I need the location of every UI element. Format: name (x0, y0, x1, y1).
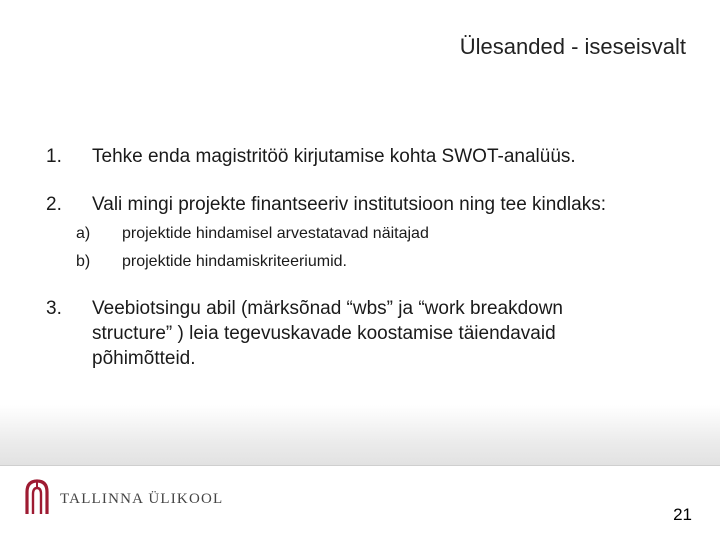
slide-title: Ülesanded - iseseisvalt (459, 34, 686, 59)
university-logo-text: TALLINNA ÜLIKOOL (60, 491, 224, 507)
sub-item-text: projektide hindamiskriteeriumid. (122, 253, 347, 270)
list-text (92, 296, 563, 371)
list-text-line: structure” ) leia tegevuskavade koostamise täiendavaid (92, 323, 556, 344)
page-number: 21 (673, 505, 692, 524)
sub-item-text: projektide hindamisel arvestatavad näitajad (122, 225, 429, 242)
list-text: Vali mingi projekte finantseeriv institutsioon ning tee kindlaks: (92, 194, 606, 215)
list-number: 1. (46, 146, 62, 167)
sub-item-label: a) (76, 225, 91, 242)
list-text-line: põhimõtteid. (92, 348, 196, 369)
university-logo-icon (24, 478, 50, 518)
footer-gradient-band (0, 405, 720, 465)
list-number: 2. (46, 194, 62, 215)
list-text: Tehke enda magistritöö kirjutamise kohta SWOT-analüüs. (92, 146, 576, 167)
footer-divider (0, 465, 720, 466)
list-text-line: Veebiotsingu abil (märksõnad “wbs” ja “work breakdown (92, 298, 564, 319)
sub-item-label: b) (76, 253, 91, 270)
list-number: 3. (46, 298, 62, 319)
